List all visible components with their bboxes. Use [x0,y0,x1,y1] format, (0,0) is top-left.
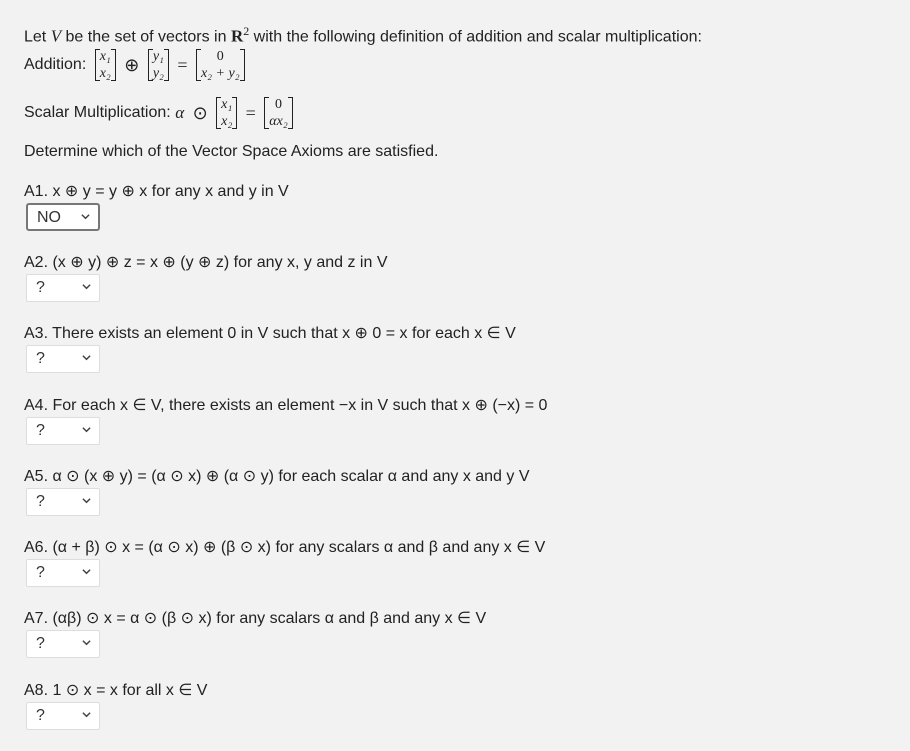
addition-lhs1-entry: x₁ [99,49,111,64]
axiom-a2 [24,252,388,272]
chevron-down-icon [82,710,91,719]
axiom-id: A3. [24,325,49,342]
selected-value: NO [37,209,61,226]
intro-text-a: Let [24,28,51,46]
addition-rhs-vector [196,48,245,82]
scalar-label: Scalar Multiplication: [24,104,171,121]
axiom-a7 [24,608,486,628]
axiom-id: A7. [24,610,49,627]
oplus-symbol: ⊕ [124,54,140,75]
equals-symbol: = [245,102,256,123]
equals-symbol: = [177,54,188,75]
axiom-a8-select[interactable] [26,702,100,730]
axiom-statement: (α + β) ⊙ x = (α ⊙ x) ⊕ (β ⊙ x) for any scalars α and β and any x ∈ V [52,539,546,556]
axiom-statement: x ⊕ y = y ⊕ x for any x and y in V [52,183,289,200]
scalar-rhs-vector [264,96,292,130]
axiom-a2-select[interactable] [26,274,100,302]
axiom-a8 [24,680,207,700]
addition-lhs2-vector [148,48,169,82]
addition-lhs2-entry: y₂ [152,66,164,81]
odot-symbol: ⊙ [192,102,208,123]
axiom-id: A8. [24,682,49,699]
axiom-a4 [24,395,547,415]
axiom-id: A5. [24,468,49,485]
selected-value: ? [36,422,45,439]
intro-field: R [230,26,244,46]
addition-rhs-entry: 0 [216,49,224,64]
scalar-lhs-vector [216,96,237,130]
axiom-a3 [24,323,516,343]
axiom-a1 [24,181,289,201]
chevron-down-icon [82,638,91,647]
axiom-a5 [24,466,530,486]
addition-rhs-entry: x₂ + y₂ [200,66,240,81]
chevron-down-icon [82,282,91,291]
intro-var-v: V [50,26,62,46]
scalar-rhs-entry: 0 [275,97,282,112]
selected-value: ? [36,279,45,296]
axiom-statement: For each x ∈ V, there exists an element −x in V such that x ⊕ (−x) = 0 [52,397,548,414]
chevron-down-icon [82,567,91,576]
selected-value: ? [36,564,45,581]
intro-exponent: 2 [243,24,250,38]
axiom-a1-select[interactable] [26,203,100,231]
chevron-down-icon [82,496,91,505]
intro-text-b: be the set of vectors in [61,28,231,46]
selected-value: ? [36,635,45,652]
scalar-lhs-entry: x₂ [221,114,233,129]
axiom-statement: α ⊙ (x ⊕ y) = (α ⊙ x) ⊕ (α ⊙ y) for each scalar α and any x and y V [52,468,530,485]
axiom-statement: 1 ⊙ x = x for all x ∈ V [52,682,208,699]
addition-label: Addition: [24,56,87,73]
axiom-id: A2. [24,254,49,271]
scalar-rhs-entry: αx₂ [269,114,288,129]
selected-value: ? [36,493,45,510]
axiom-id: A4. [24,397,49,414]
axiom-a5-select[interactable] [26,488,100,516]
chevron-down-icon [81,212,90,221]
intro-text-c: with the following definition of addition and scalar multiplication: [249,28,702,46]
axiom-statement: (x ⊕ y) ⊕ z = x ⊕ (y ⊕ z) for any x, y and z in V [52,254,388,271]
addition-definition [24,48,245,82]
scalar-definition [24,96,293,130]
axiom-id: A1. [24,183,49,200]
axiom-id: A6. [24,539,49,556]
chevron-down-icon [82,425,91,434]
axiom-a6 [24,537,545,557]
addition-lhs1-vector [95,48,116,82]
instruction-text: Determine which of the Vector Space Axioms are satisfied. [24,143,439,160]
axiom-a4-select[interactable] [26,417,100,445]
scalar-alpha: α [175,103,185,122]
addition-lhs2-entry: y₁ [152,49,164,64]
addition-lhs1-entry: x₂ [99,66,111,81]
axiom-a7-select[interactable] [26,630,100,658]
axiom-a3-select[interactable] [26,345,100,373]
axiom-a6-select[interactable] [26,559,100,587]
selected-value: ? [36,707,45,724]
axiom-statement: (αβ) ⊙ x = α ⊙ (β ⊙ x) for any scalars α and β and any x ∈ V [52,610,487,627]
selected-value: ? [36,350,45,367]
scalar-lhs-entry: x₁ [221,97,233,112]
axiom-statement: There exists an element 0 in V such that x ⊕ 0 = x for each x ∈ V [52,325,516,342]
intro-line [24,24,702,46]
chevron-down-icon [82,353,91,362]
